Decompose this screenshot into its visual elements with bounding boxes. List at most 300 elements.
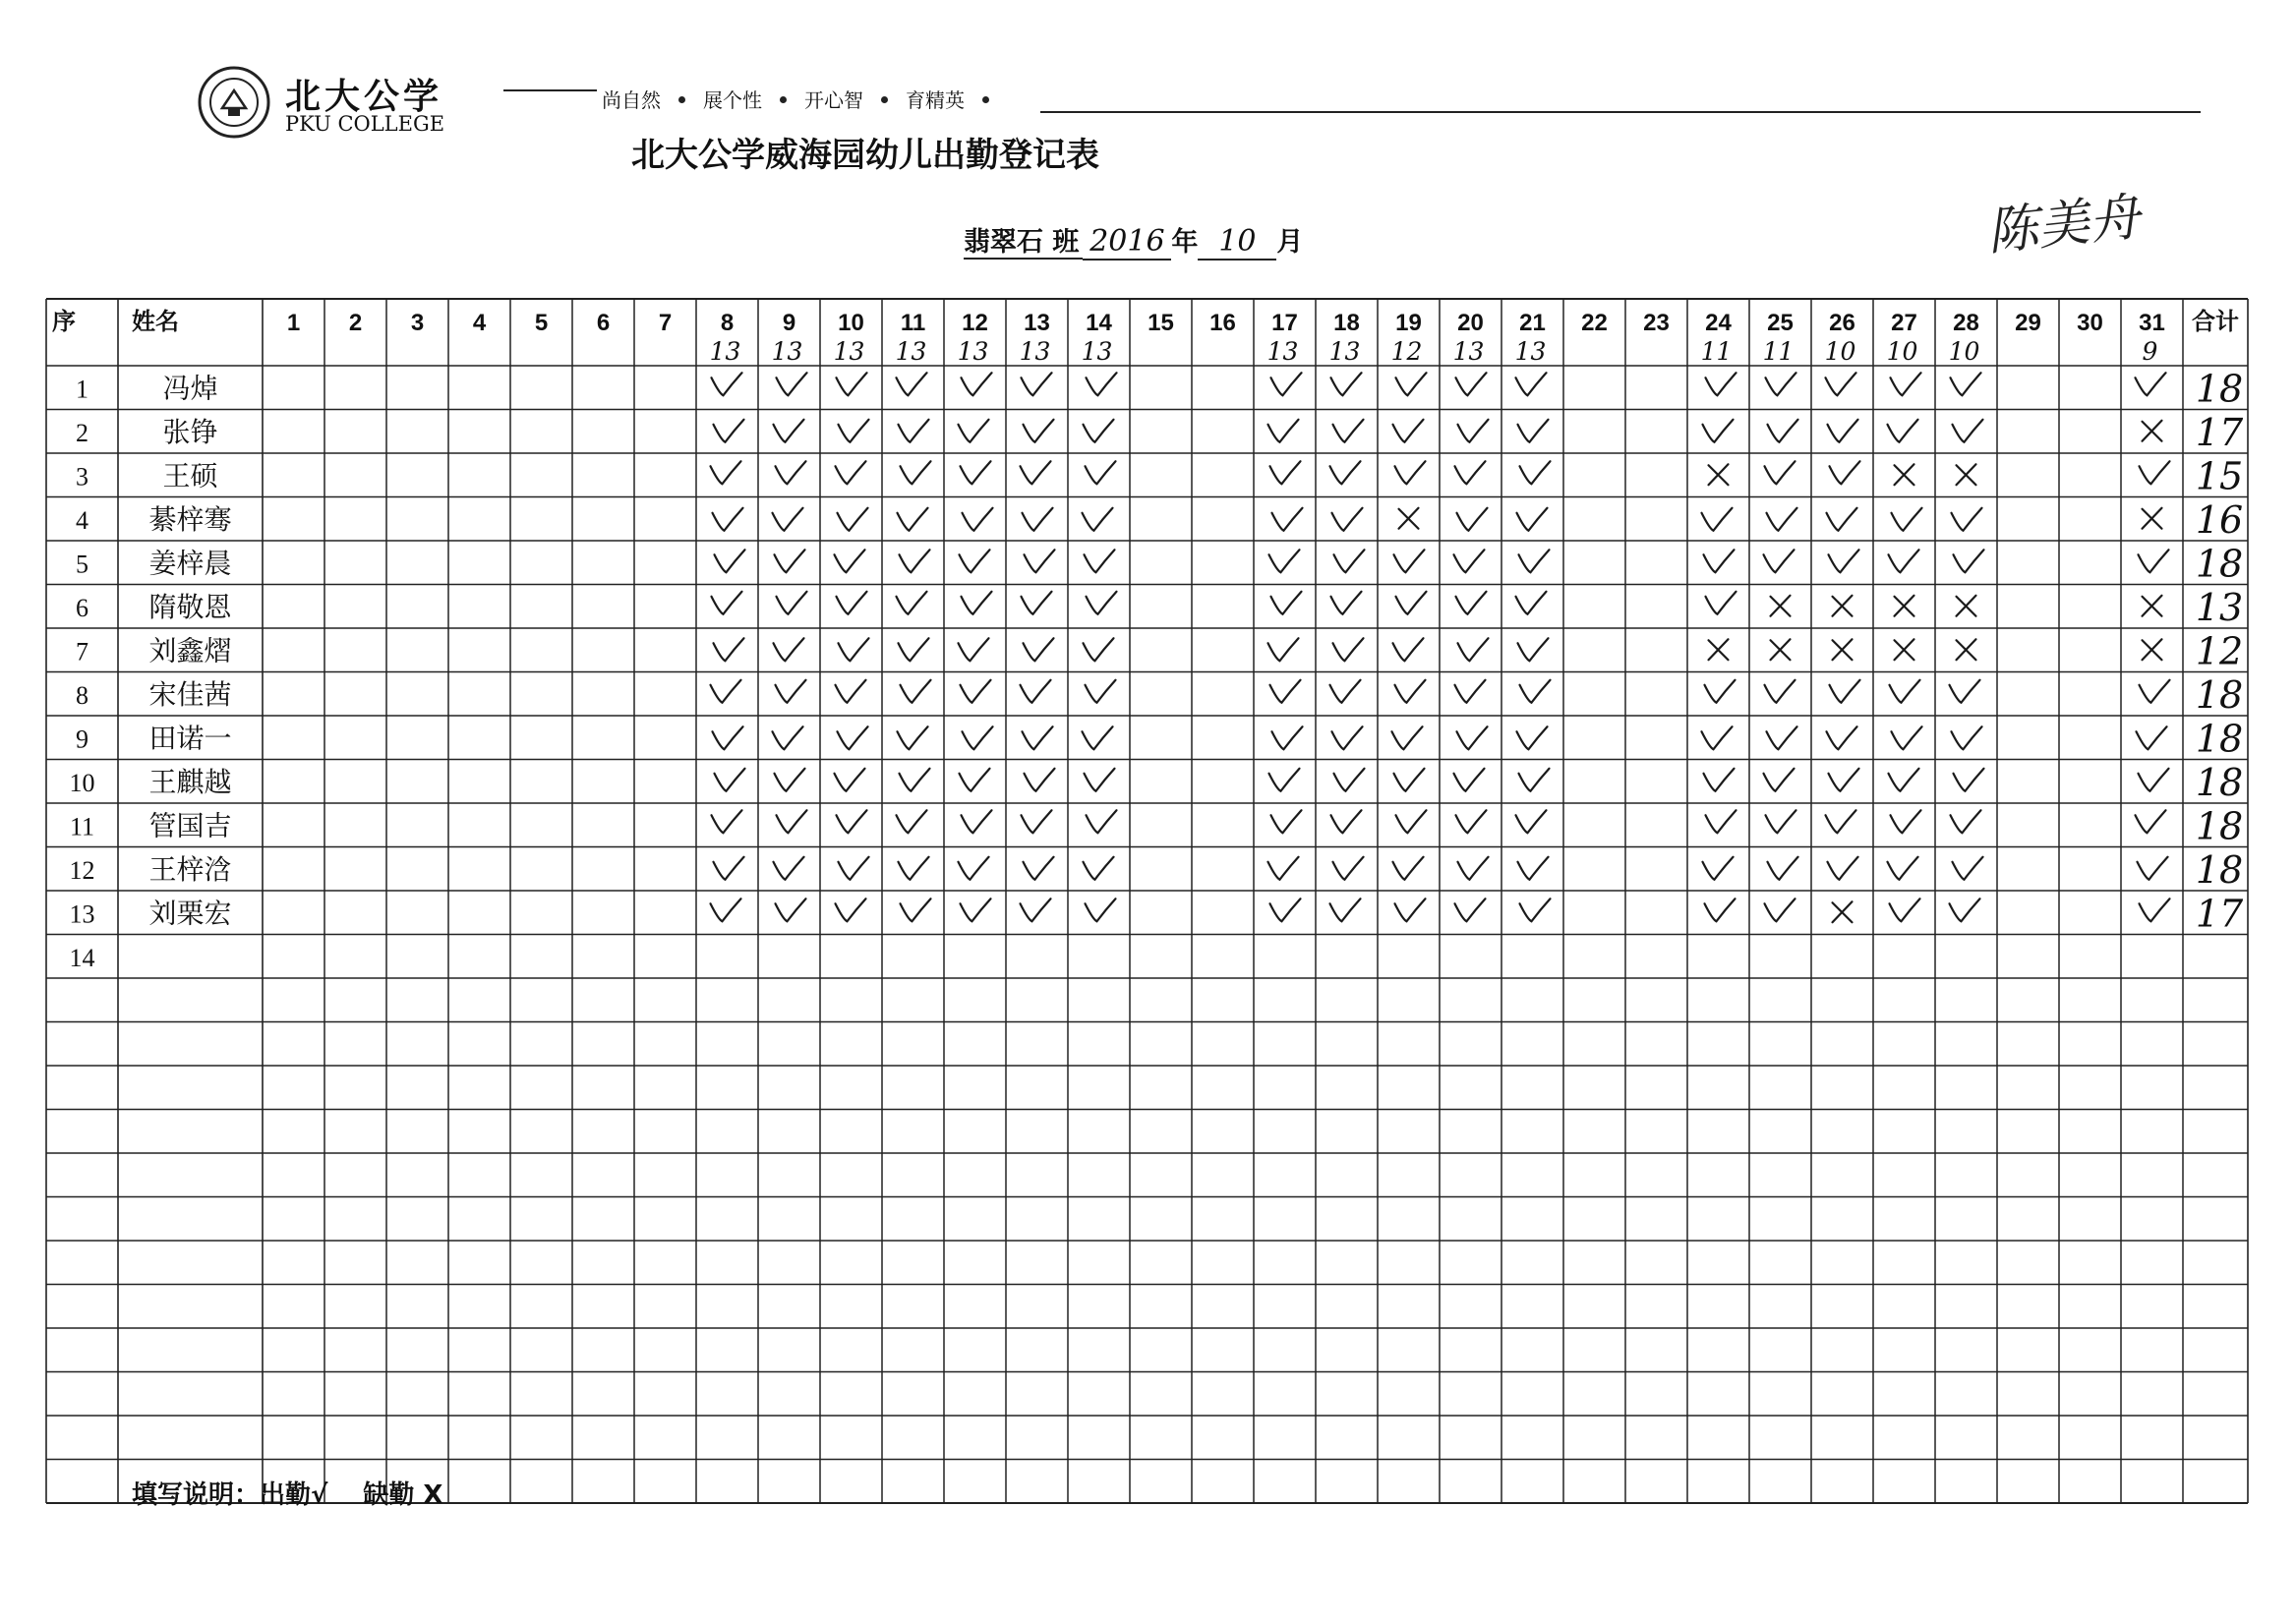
present-check-mark [1023, 726, 1053, 749]
present-check-mark [1457, 726, 1488, 749]
present-check-mark [1892, 726, 1922, 749]
present-check-mark [836, 680, 866, 703]
day-header: 26 [1829, 310, 1855, 336]
present-check-mark [1706, 810, 1737, 833]
present-check-mark [961, 680, 991, 703]
day-header: 29 [2015, 310, 2041, 336]
row-number: 9 [76, 725, 88, 754]
present-check-mark [1456, 810, 1487, 833]
present-check-mark [1270, 898, 1301, 921]
present-check-mark [1768, 420, 1798, 442]
present-check-mark [1393, 857, 1424, 880]
row-number: 11 [69, 812, 95, 841]
day-attendance-count: 13 [957, 337, 989, 366]
absent-x-mark [1833, 639, 1853, 660]
day-attendance-count: 13 [771, 337, 803, 366]
day-attendance-count: 9 [2142, 337, 2158, 366]
present-check-mark [1888, 420, 1918, 442]
present-check-mark [1768, 857, 1798, 880]
present-check-mark [839, 420, 869, 442]
motto-item: 展个性 [703, 88, 762, 112]
present-check-mark [1086, 461, 1116, 484]
day-attendance-count: 13 [1328, 337, 1361, 366]
day-header: 27 [1891, 310, 1917, 336]
present-check-mark [777, 592, 807, 614]
day-header: 12 [962, 310, 988, 336]
present-check-mark [1456, 373, 1487, 395]
present-check-mark [960, 550, 990, 572]
absent-x-mark [2143, 508, 2162, 529]
day-header: 4 [472, 310, 487, 336]
row-total: 13 [2195, 585, 2244, 629]
present-check-mark [2136, 373, 2166, 395]
present-check-mark [1950, 680, 1980, 703]
present-check-mark [1830, 680, 1860, 703]
present-check-mark [900, 550, 930, 572]
present-check-mark [1455, 461, 1486, 484]
day-header: 2 [348, 310, 363, 336]
present-check-mark [1331, 592, 1362, 614]
present-check-mark [961, 461, 991, 484]
present-check-mark [1024, 638, 1054, 661]
present-check-mark [2138, 857, 2168, 880]
present-check-mark [711, 898, 741, 921]
present-check-mark [901, 680, 931, 703]
class-name: 翡翠石 班 [964, 227, 1083, 260]
day-header: 17 [1271, 310, 1298, 336]
present-check-mark [714, 420, 744, 442]
present-check-mark [776, 680, 806, 703]
day-attendance-count: 10 [1948, 337, 1980, 366]
present-check-mark [775, 550, 805, 572]
present-check-mark [1334, 769, 1365, 791]
present-check-mark [959, 857, 989, 880]
year-value: 2016 [1083, 224, 1171, 261]
present-check-mark [838, 508, 868, 531]
row-number: 1 [76, 375, 88, 404]
present-check-mark [1829, 769, 1859, 791]
present-check-mark [901, 461, 931, 484]
present-check-mark [1520, 461, 1551, 484]
present-check-mark [835, 550, 865, 572]
present-check-mark [1458, 420, 1489, 442]
absent-x-mark [1833, 596, 1853, 616]
present-check-mark [1767, 726, 1797, 749]
present-check-mark [1330, 680, 1361, 703]
present-check-mark [1087, 810, 1117, 833]
day-header: 7 [658, 310, 673, 336]
day-header: 21 [1519, 310, 1546, 336]
present-check-mark [963, 726, 993, 749]
present-check-mark [1703, 857, 1734, 880]
legend-present: 出勤√ [260, 1480, 328, 1510]
day-attendance-count: 10 [1824, 337, 1856, 366]
row-total: 18 [2195, 672, 2244, 717]
absent-x-mark [2143, 596, 2162, 616]
present-check-mark [1520, 898, 1551, 921]
present-check-mark [960, 769, 990, 791]
present-check-mark [1022, 373, 1052, 395]
present-check-mark [1953, 420, 1983, 442]
present-check-mark [839, 857, 869, 880]
present-check-mark [1083, 726, 1113, 749]
name-header: 姓名 [132, 309, 179, 335]
present-check-mark [1951, 810, 1981, 833]
row-number: 5 [76, 550, 88, 579]
present-check-mark [1457, 508, 1488, 531]
child-name: 姜梓晨 [148, 547, 232, 580]
present-check-mark [839, 638, 869, 661]
absent-x-mark [1771, 639, 1791, 660]
present-check-mark [1888, 857, 1918, 880]
day-header: 31 [2139, 310, 2165, 336]
present-check-mark [1764, 550, 1795, 572]
day-header: 16 [1209, 310, 1236, 336]
present-check-mark [900, 769, 930, 791]
child-name: 王麒越 [148, 765, 232, 798]
present-check-mark [1954, 550, 1984, 572]
row-number: 13 [69, 899, 95, 929]
present-check-mark [1828, 420, 1858, 442]
present-check-mark [1025, 550, 1055, 572]
absent-x-mark [1895, 596, 1914, 616]
present-check-mark [1826, 373, 1856, 395]
present-check-mark [774, 638, 804, 661]
row-number: 3 [76, 462, 88, 492]
present-check-mark [1272, 726, 1303, 749]
row-total: 18 [2195, 804, 2244, 848]
present-check-mark [1332, 726, 1363, 749]
present-check-mark [837, 373, 867, 395]
row-number: 7 [76, 637, 88, 667]
present-check-mark [1519, 550, 1550, 572]
present-check-mark [838, 726, 868, 749]
present-check-mark [959, 420, 989, 442]
present-check-mark [1270, 680, 1301, 703]
present-check-mark [1703, 420, 1734, 442]
present-check-mark [1333, 420, 1364, 442]
present-check-mark [1952, 508, 1982, 531]
present-check-mark [837, 592, 867, 614]
child-name: 张铮 [162, 415, 218, 448]
present-check-mark [1395, 461, 1426, 484]
day-header: 11 [900, 310, 926, 336]
present-check-mark [711, 461, 741, 484]
present-check-mark [2140, 680, 2170, 703]
present-check-mark [777, 373, 807, 395]
present-check-mark [1458, 638, 1489, 661]
present-check-mark [1086, 898, 1116, 921]
present-check-mark [1954, 769, 1984, 791]
present-check-mark [1890, 898, 1920, 921]
day-header: 18 [1333, 310, 1360, 336]
present-check-mark [1764, 769, 1795, 791]
present-check-mark [713, 726, 743, 749]
month-value: 10 [1198, 224, 1276, 261]
present-check-mark [1024, 420, 1054, 442]
present-check-mark [1827, 508, 1857, 531]
present-check-mark [1517, 726, 1548, 749]
absent-x-mark [1399, 508, 1419, 529]
present-check-mark [1084, 420, 1114, 442]
present-check-mark [1395, 898, 1426, 921]
absent-x-mark [1895, 639, 1914, 660]
present-check-mark [1767, 508, 1797, 531]
present-check-mark [1766, 810, 1796, 833]
present-check-mark [2137, 726, 2167, 749]
day-attendance-count: 13 [709, 337, 741, 366]
present-check-mark [1891, 810, 1921, 833]
row-number: 8 [76, 680, 88, 710]
present-check-mark [2140, 898, 2170, 921]
present-check-mark [837, 810, 867, 833]
present-check-mark [1272, 508, 1303, 531]
present-check-mark [1085, 769, 1115, 791]
present-check-mark [836, 898, 866, 921]
day-attendance-count: 13 [1081, 337, 1113, 366]
teacher-signature: 陈美舟 [1983, 187, 2144, 262]
present-check-mark [1765, 680, 1796, 703]
row-total: 15 [2195, 454, 2244, 498]
absent-x-mark [1957, 596, 1976, 616]
present-check-mark [1704, 550, 1735, 572]
present-check-mark [1829, 550, 1859, 572]
present-check-mark [1950, 898, 1980, 921]
present-check-mark [1271, 592, 1302, 614]
present-check-mark [1269, 550, 1300, 572]
present-check-mark [1889, 550, 1919, 572]
present-check-mark [835, 769, 865, 791]
day-header: 25 [1767, 310, 1794, 336]
present-check-mark [1706, 592, 1737, 614]
child-name: 王硕 [162, 459, 218, 493]
legend-absent: 缺勤 X [363, 1480, 443, 1510]
present-check-mark [1396, 373, 1427, 395]
present-check-mark [899, 638, 929, 661]
present-check-mark [1024, 857, 1054, 880]
present-check-mark [1458, 857, 1489, 880]
present-check-mark [774, 857, 804, 880]
day-header: 5 [534, 310, 549, 336]
present-check-mark [712, 592, 742, 614]
present-check-mark [777, 810, 807, 833]
present-check-mark [836, 461, 866, 484]
present-check-mark [1827, 726, 1857, 749]
present-check-mark [962, 592, 992, 614]
row-total: 18 [2195, 760, 2244, 804]
present-check-mark [1518, 857, 1549, 880]
present-check-mark [1454, 550, 1485, 572]
present-check-mark [1455, 898, 1486, 921]
present-check-mark [1083, 508, 1113, 531]
seq-header: 序 [52, 309, 76, 335]
present-check-mark [2140, 461, 2170, 484]
present-check-mark [898, 726, 928, 749]
present-check-mark [2139, 550, 2169, 572]
present-check-mark [1518, 638, 1549, 661]
present-check-mark [712, 373, 742, 395]
present-check-mark [1705, 898, 1736, 921]
day-attendance-count: 13 [895, 337, 927, 366]
present-check-mark [1333, 857, 1364, 880]
present-check-mark [1332, 508, 1363, 531]
day-header: 3 [410, 310, 425, 336]
present-check-mark [1951, 373, 1981, 395]
absent-x-mark [1957, 639, 1976, 660]
present-check-mark [1022, 810, 1052, 833]
present-check-mark [715, 550, 745, 572]
present-check-mark [1396, 810, 1427, 833]
child-name: 刘鑫熠 [148, 634, 232, 667]
present-check-mark [1394, 769, 1425, 791]
present-check-mark [776, 898, 806, 921]
row-total: 18 [2195, 847, 2244, 892]
present-check-mark [1891, 373, 1921, 395]
present-check-mark [1023, 508, 1053, 531]
present-check-mark [773, 726, 803, 749]
present-check-mark [1393, 638, 1424, 661]
day-attendance-count: 10 [1886, 337, 1918, 366]
present-check-mark [1330, 461, 1361, 484]
absent-x-mark [1709, 464, 1729, 485]
present-check-mark [1392, 726, 1423, 749]
present-check-mark [963, 508, 993, 531]
day-header: 28 [1953, 310, 1979, 336]
present-check-mark [1022, 592, 1052, 614]
present-check-mark [1516, 373, 1547, 395]
row-total: 17 [2195, 892, 2244, 936]
present-check-mark [1516, 810, 1547, 833]
legend [132, 1475, 478, 1511]
day-attendance-count: 13 [1019, 337, 1051, 366]
present-check-mark [711, 680, 741, 703]
row-number: 4 [76, 505, 88, 535]
legend-label: 填写说明： [132, 1480, 261, 1510]
day-header: 10 [838, 310, 864, 336]
present-check-mark [1025, 769, 1055, 791]
day-header: 9 [782, 310, 796, 336]
present-check-mark [897, 373, 927, 395]
present-check-mark [1826, 810, 1856, 833]
absent-x-mark [2143, 421, 2162, 441]
day-header: 30 [2077, 310, 2103, 336]
present-check-mark [1268, 857, 1299, 880]
present-check-mark [1269, 769, 1300, 791]
child-name: 宋佳茜 [148, 677, 232, 711]
motto-item: 育精英 [906, 88, 965, 112]
day-header: 24 [1705, 310, 1732, 336]
year-label: 年 [1171, 227, 1199, 258]
present-check-mark [1268, 638, 1299, 661]
day-header: 15 [1148, 310, 1174, 336]
present-check-mark [959, 638, 989, 661]
present-check-mark [961, 898, 991, 921]
row-number: 12 [69, 855, 95, 885]
present-check-mark [1331, 373, 1362, 395]
total-header: 合计 [2192, 309, 2239, 335]
present-check-mark [1021, 898, 1051, 921]
present-check-mark [2136, 810, 2166, 833]
row-total: 17 [2195, 410, 2244, 454]
row-number: 10 [69, 768, 95, 797]
row-number: 2 [76, 418, 88, 447]
present-check-mark [1455, 680, 1486, 703]
present-check-mark [1892, 508, 1922, 531]
present-check-mark [1702, 508, 1733, 531]
present-check-mark [1085, 550, 1115, 572]
present-check-mark [898, 508, 928, 531]
present-check-mark [1271, 373, 1302, 395]
present-check-mark [1394, 550, 1425, 572]
logo-text-cn: 北大公学 [285, 77, 443, 117]
present-check-mark [1520, 680, 1551, 703]
day-attendance-count: 13 [1452, 337, 1485, 366]
child-name: 王梓浛 [148, 852, 232, 886]
present-check-mark [1333, 638, 1364, 661]
present-check-mark [1396, 592, 1427, 614]
present-check-mark [1087, 373, 1117, 395]
day-attendance-count: 13 [1514, 337, 1547, 366]
present-check-mark [713, 508, 743, 531]
present-check-mark [1765, 461, 1796, 484]
row-total: 18 [2195, 542, 2244, 586]
present-check-mark [1331, 810, 1362, 833]
present-check-mark [714, 638, 744, 661]
present-check-mark [1952, 726, 1982, 749]
present-check-mark [1087, 592, 1117, 614]
row-total: 12 [2195, 629, 2244, 673]
present-check-mark [1084, 857, 1114, 880]
day-header: 1 [286, 310, 301, 336]
absent-x-mark [1771, 596, 1791, 616]
present-check-mark [1516, 592, 1547, 614]
day-header: 22 [1581, 310, 1608, 336]
day-header: 8 [720, 310, 735, 336]
present-check-mark [715, 769, 745, 791]
present-check-mark [1704, 769, 1735, 791]
day-header: 19 [1395, 310, 1422, 336]
present-check-mark [1084, 638, 1114, 661]
present-check-mark [1766, 373, 1796, 395]
present-check-mark [1021, 461, 1051, 484]
row-total: 16 [2195, 497, 2244, 542]
present-check-mark [962, 810, 992, 833]
row-total: 18 [2195, 717, 2244, 761]
present-check-mark [1270, 461, 1301, 484]
day-attendance-count: 11 [1762, 337, 1795, 366]
day-header: 23 [1643, 310, 1670, 336]
present-check-mark [962, 373, 992, 395]
present-check-mark [1021, 680, 1051, 703]
present-check-mark [1330, 898, 1361, 921]
day-attendance-count: 13 [1266, 337, 1299, 366]
present-check-mark [1456, 592, 1487, 614]
present-check-mark [897, 592, 927, 614]
row-total: 18 [2195, 367, 2244, 411]
present-check-mark [1517, 508, 1548, 531]
present-check-mark [1706, 373, 1737, 395]
present-check-mark [901, 898, 931, 921]
present-check-mark [1889, 769, 1919, 791]
present-check-mark [1830, 461, 1860, 484]
month-label: 月 [1276, 227, 1304, 258]
present-check-mark [1705, 680, 1736, 703]
child-name: 綦梓骞 [148, 502, 232, 536]
logo-text-en: PKU COLLEGE [285, 112, 445, 136]
motto-item: 尚自然 [602, 88, 661, 112]
present-check-mark [775, 769, 805, 791]
absent-x-mark [1833, 901, 1853, 922]
